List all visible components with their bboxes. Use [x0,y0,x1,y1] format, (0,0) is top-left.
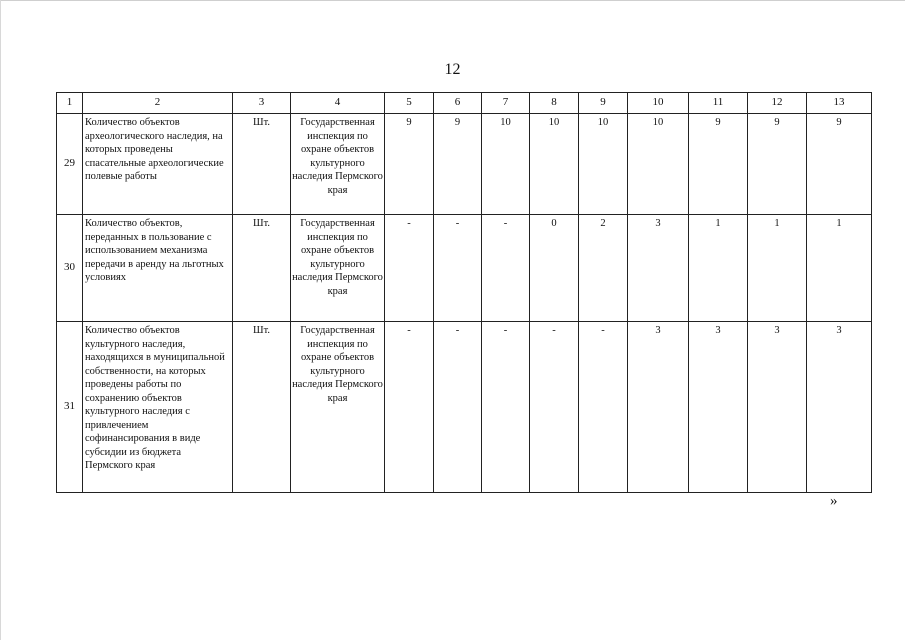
value-cell: - [434,322,482,493]
header-cell: 6 [434,93,482,114]
value-cell: - [482,215,530,322]
value-cell: 3 [628,215,689,322]
value-cell: - [579,322,628,493]
value-cell: 10 [530,114,579,215]
table-row [57,322,872,493]
value-cell: 9 [689,114,748,215]
header-cell: 12 [748,93,807,114]
unit-cell: Шт. [233,322,291,493]
indicator-name: Количество объектов археологического наследия, на которых проведены спасательные археологические полевые работы [83,114,233,215]
row-number: 29 [57,114,83,215]
value-cell: - [385,215,434,322]
row-number: 30 [57,215,83,322]
value-cell: - [434,215,482,322]
value-cell: - [482,322,530,493]
table-row [57,114,872,215]
row-number: 31 [57,322,83,493]
scan-edge-top [0,0,905,1]
page-number: 12 [444,61,461,78]
value-cell: 3 [807,322,872,493]
header-cell: 5 [385,93,434,114]
value-cell: 3 [748,322,807,493]
header-cell: 9 [579,93,628,114]
value-cell: - [530,322,579,493]
value-cell: 2 [579,215,628,322]
value-cell: 9 [748,114,807,215]
closing-quote-mark: » [830,493,838,509]
indicator-name: Количество объектов, переданных в пользование с использованием механизма передачи в аренду на льготных условиях [83,215,233,322]
unit-cell: Шт. [233,215,291,322]
value-cell: 3 [689,322,748,493]
header-cell: 4 [291,93,385,114]
indicator-name: Количество объектов культурного наследия, находящихся в муниципальной собственности, на которых проведены работы по сохранению объектов культурного наследия с привлечением софинансирования в виде субсидии из бюджета Пермского края [83,322,233,493]
header-cell: 13 [807,93,872,114]
value-cell: 1 [748,215,807,322]
value-cell: 9 [807,114,872,215]
scan-edge-left [0,0,1,640]
table-row [57,215,872,322]
value-cell: 1 [689,215,748,322]
responsible-org: Государственная инспекция по охране объектов культурного наследия Пермского края [291,322,385,493]
indicators-table [56,92,872,493]
value-cell: 3 [628,322,689,493]
header-cell: 2 [83,93,233,114]
responsible-org: Государственная инспекция по охране объектов культурного наследия Пермского края [291,114,385,215]
value-cell: 10 [482,114,530,215]
value-cell: 10 [579,114,628,215]
header-cell: 11 [689,93,748,114]
value-cell: 0 [530,215,579,322]
value-cell: 9 [385,114,434,215]
header-row [57,93,872,114]
value-cell: - [385,322,434,493]
value-cell: 10 [628,114,689,215]
value-cell: 1 [807,215,872,322]
header-cell: 10 [628,93,689,114]
header-cell: 7 [482,93,530,114]
responsible-org: Государственная инспекция по охране объектов культурного наследия Пермского края [291,215,385,322]
header-cell: 3 [233,93,291,114]
value-cell: 9 [434,114,482,215]
header-cell: 8 [530,93,579,114]
unit-cell: Шт. [233,114,291,215]
header-cell: 1 [57,93,83,114]
